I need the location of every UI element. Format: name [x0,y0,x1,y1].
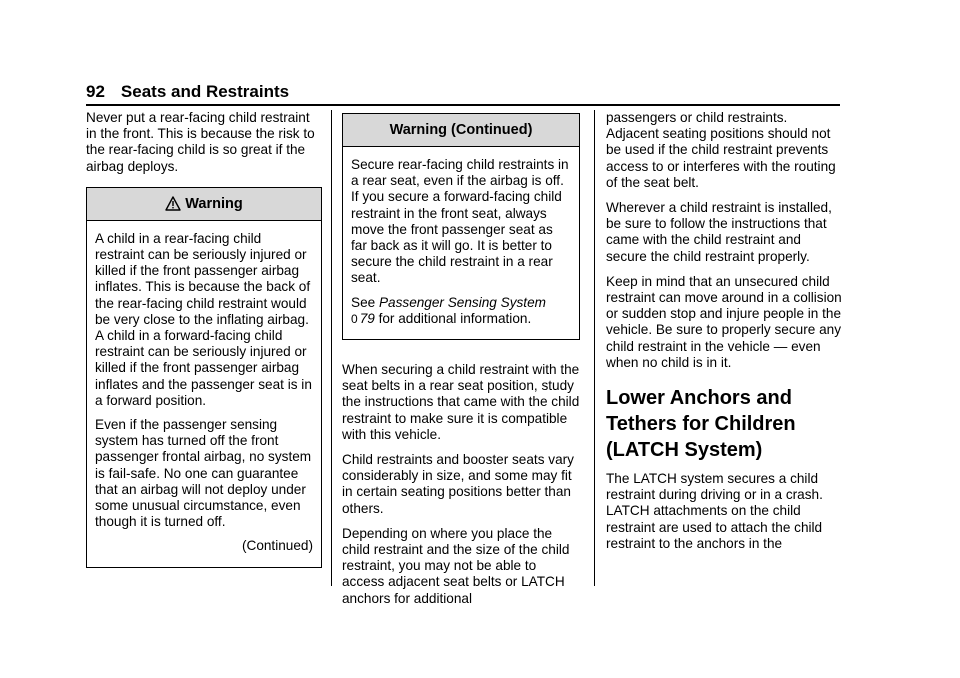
page-number: 92 [86,82,105,101]
column-2 [342,110,580,616]
warning-title: Warning [185,195,243,212]
column-divider-2 [594,110,595,586]
reference-page[interactable]: 79 [359,310,375,326]
body-paragraph: When securing a child restraint with the seat belts in a rear seat position, study the instructions that came with the child restraint to make sure it is compatible with this vehicle. [342,362,580,442]
body-paragraph: Child restraints and booster seats vary considerably in size, and some may fit in certain seating positions better than others. [342,452,574,516]
warning-continued-header: Warning (Continued) [343,114,579,147]
section-title: Seats and Restraints [120,82,290,101]
see-reference [351,295,571,327]
warning-box [86,187,322,568]
column-1 [86,110,322,568]
warning-header [87,188,321,221]
header-rule [86,104,840,106]
warning-continued-paragraph: Secure rear-facing child restraints in a rear seat, even if the airbag is off. If you secure a forward-facing child restraint in the front seat, always move the front passenger seat as far back as it will go. It is better to secure the child restraint in a rear seat. [351,157,569,286]
warning-paragraph-1: A child in a rear-facing child restraint can be seriously injured or killed if the front passenger airbag inflates. This is because the back of the rear-facing child restraint would be very close to the inflating airbag. A child in a forward-facing child restraint can be seriously injured or killed if the front passenger airbag inflates and the passenger seat is in a forward position. [95,230,312,408]
section-heading: Lower Anchors and Tethers for Children (LATCH System) [606,387,796,462]
body-paragraph: The LATCH system secures a child restraint during driving or in a crash. LATCH attachments on the child restraint are used to attach the child restraint to the anchors in the [606,471,823,551]
body-paragraph: passengers or child restraints. Adjacent seating positions should not be used if the child restraint prevents access to or interferes with the routing of the seat belt. [606,110,836,190]
warning-paragraph-2: Even if the passenger sensing system has turned off the front passenger frontal airbag, no system is fail-safe. No one can guarantee that an airbag will not deploy under some unusual circumstance, even though it is turned off. [95,417,312,530]
intro-paragraph: Never put a rear-facing child restraint in the front. This is because the risk to the rear-facing child is so great if the airbag deploys. [86,110,315,174]
see-suffix: for additional information. [374,310,532,326]
body-paragraph: Depending on where you place the child restraint and the size of the child restraint, you may not be able to access adjacent seat belts or LATCH anchors for additional [342,525,570,606]
continued-label: (Continued) [241,538,313,554]
column-3 [606,110,842,561]
body-paragraph: Keep in mind that an unsecured child restraint can move around in a collision or sudden stop and injure people in the vehicle. Be sure to properly secure any child restraint in the vehicle — even when no child is in it. [606,273,842,370]
warning-triangle-icon [165,191,181,223]
warning-body [87,221,321,567]
page-reference-icon: 0 [351,311,358,326]
warning-continued-body [343,147,579,339]
warning-continued-box [342,113,580,340]
reference-link[interactable]: Passenger Sensing System [378,294,546,310]
column-divider-1 [331,110,332,586]
see-prefix: See [351,294,379,310]
body-paragraph: Wherever a child restraint is installed, be sure to follow the instructions that came with the child restraint and secure the child restraint properly. [606,200,832,264]
page-header [86,82,289,102]
